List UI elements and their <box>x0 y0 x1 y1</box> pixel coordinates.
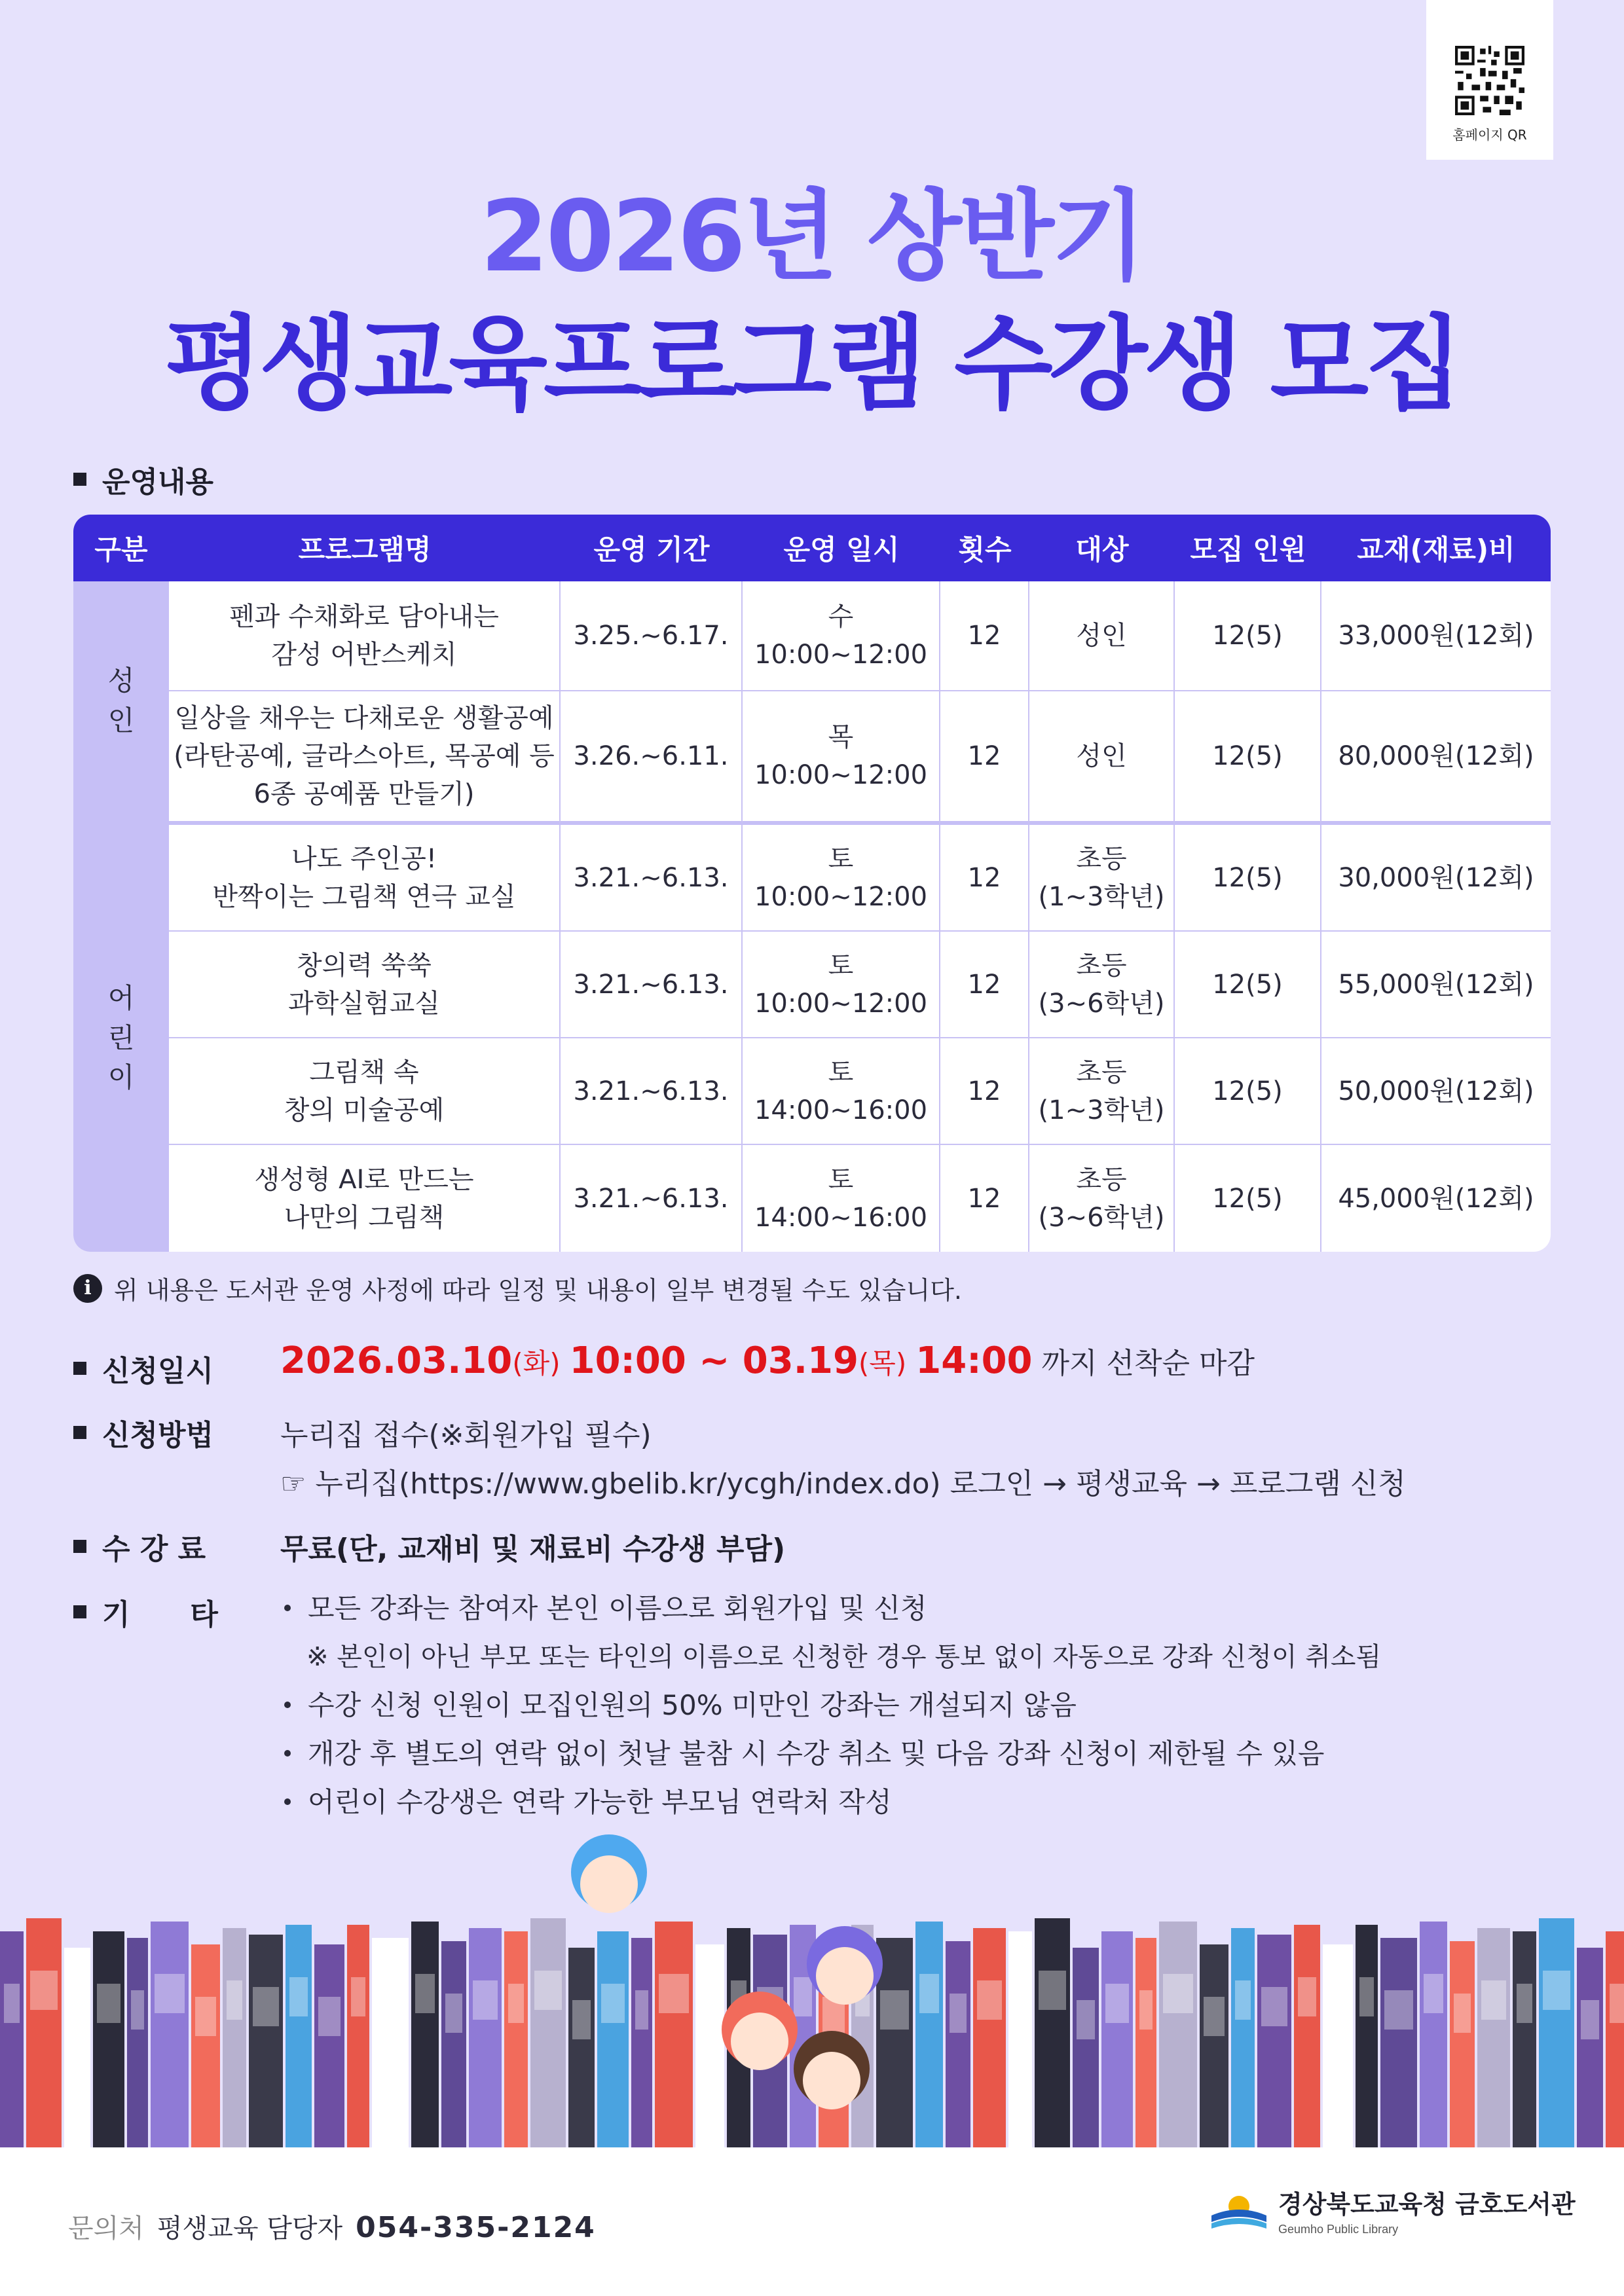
footer <box>0 2147 1624 2296</box>
square-bullet-icon <box>73 473 86 486</box>
list-item <box>280 1778 1381 1827</box>
qr-label: 홈페이지 QR <box>1452 127 1527 143</box>
book-label <box>1039 1971 1066 2010</box>
qr-panel <box>1426 0 1553 160</box>
book-label <box>473 1980 498 2020</box>
book-label <box>1359 1977 1374 2016</box>
operation-heading <box>73 458 213 500</box>
book-label <box>572 2000 591 2039</box>
book-label <box>1543 1971 1570 2010</box>
cell-capacity: 12(5) <box>1175 825 1321 932</box>
book-spine <box>411 1922 439 2147</box>
cell-target: 초등 (3~6학년) <box>1029 1145 1175 1252</box>
book-label <box>699 1997 720 2036</box>
book-spine <box>631 1938 652 2147</box>
book-label <box>253 1987 279 2026</box>
apply-end-day: (목) <box>858 1347 907 1379</box>
bullet-dot-icon <box>284 1750 291 1757</box>
apply-start-day: (화) <box>512 1347 561 1379</box>
cell-time: 토 14:00~16:00 <box>743 1145 940 1252</box>
book-label <box>880 1990 909 2030</box>
book-spine <box>915 1922 943 2147</box>
apply-method-line-1: 누리집 접수(※회원가입 필수) <box>280 1419 652 1452</box>
cell-target: 성인 <box>1029 691 1175 825</box>
book-label <box>1105 1984 1129 2023</box>
cell-target: 초등 (3~6학년) <box>1029 932 1175 1038</box>
fee-value: 무료(단, 교재비 및 재료비 수강생 부담) <box>280 1533 786 1566</box>
library-name: 경상북도교육청 금호도서관 <box>1278 2190 1576 2219</box>
info-icon: i <box>73 1274 102 1303</box>
book-spine <box>1101 1931 1133 2147</box>
square-bullet-icon <box>73 1362 86 1375</box>
library-logo-text <box>1278 2184 1576 2236</box>
book-spine <box>249 1935 283 2147</box>
book-spine <box>695 1944 724 2147</box>
apply-date-label <box>73 1347 213 1389</box>
cell-fee: 55,000원(12회) <box>1321 932 1551 1038</box>
apply-method-label-text: 신청방법 <box>102 1419 214 1452</box>
cell-capacity: 12(5) <box>1175 1038 1321 1145</box>
cell-period: 3.21.~6.13. <box>561 825 743 932</box>
book-spine <box>151 1922 189 2147</box>
cell-count: 12 <box>940 825 1029 932</box>
book-label <box>601 1984 625 2023</box>
cell-count: 12 <box>940 691 1029 825</box>
book-label <box>1384 1990 1413 2030</box>
book-spine <box>946 1941 970 2147</box>
title-line-2: 평생교육프로그램 수강생 모집 <box>164 304 1460 424</box>
etc-item-text: ※ 본인이 아닌 부모 또는 타인의 이름으로 신청한 경우 통보 없이 자동으로 강좌 신청이 취소됨 <box>306 1642 1382 1672</box>
book-label <box>534 1971 562 2010</box>
header-capacity: 모집 인원 <box>1175 515 1321 581</box>
book-label <box>1581 2000 1599 2039</box>
book-spine <box>1380 1938 1417 2147</box>
cell-time: 토 14:00~16:00 <box>743 1038 940 1145</box>
etc-item-text: 모든 강좌는 참여자 본인 이름으로 회원가입 및 신청 <box>308 1592 927 1624</box>
cell-target: 초등 (1~3학년) <box>1029 1038 1175 1145</box>
title-line-1: 2026년 상반기 <box>480 180 1144 294</box>
book-label <box>318 1997 341 2036</box>
apply-date-label-text: 신청일시 <box>102 1355 214 1388</box>
table-row <box>73 691 1551 825</box>
cell-period: 3.21.~6.13. <box>561 1038 743 1145</box>
book-label <box>227 1980 242 2020</box>
fee-label <box>73 1525 206 1567</box>
book-spine <box>286 1925 312 2147</box>
cell-period: 3.21.~6.13. <box>561 932 743 1038</box>
child-face <box>816 1947 874 2005</box>
book-label <box>195 1997 216 2036</box>
etc-item-text: 어린이 수강생은 연락 가능한 부모님 연락처 작성 <box>308 1786 892 1818</box>
table-row <box>73 1038 1551 1145</box>
book-label <box>1077 2000 1095 2039</box>
library-name-en: Geumho Public Library <box>1278 2223 1399 2236</box>
cell-count: 12 <box>940 1145 1029 1252</box>
bullet-dot-icon <box>284 1605 291 1611</box>
list-item <box>280 1584 1381 1633</box>
book-spine <box>655 1922 693 2147</box>
cell-time: 토 10:00~12:00 <box>743 825 940 932</box>
child-face <box>803 2052 860 2109</box>
book-spine <box>26 1918 62 2147</box>
cell-capacity: 12(5) <box>1175 691 1321 825</box>
book-spine <box>1539 1918 1574 2147</box>
header-target: 대상 <box>1029 515 1175 581</box>
cell-count: 12 <box>940 932 1029 1038</box>
book-label <box>1235 1980 1251 2020</box>
cell-name: 그림책 속 창의 미술공예 <box>169 1038 561 1145</box>
notice-text: 위 내용은 도서관 운영 사정에 따라 일정 및 내용이 일부 변경될 수도 있습니다. <box>114 1276 962 1305</box>
book-label <box>635 1990 648 2030</box>
cell-name: 창의력 쑥쑥 과학실험교실 <box>169 932 561 1038</box>
book-label <box>415 1974 435 2013</box>
cell-capacity: 12(5) <box>1175 932 1321 1038</box>
library-logo-icon <box>1208 2187 1270 2234</box>
cell-fee: 33,000원(12회) <box>1321 581 1551 691</box>
qr-code-icon[interactable] <box>1455 46 1524 115</box>
bullet-dot-icon <box>284 1702 291 1708</box>
etc-label <box>73 1591 218 1633</box>
book-label <box>1139 1990 1153 2030</box>
child-face <box>731 2013 788 2070</box>
book-label <box>1163 1974 1193 2013</box>
cell-fee: 30,000원(12회) <box>1321 825 1551 932</box>
fee-label-text: 수 강 료 <box>102 1533 206 1566</box>
apply-date-value <box>280 1339 1255 1382</box>
book-label <box>950 1994 967 2033</box>
book-spine <box>1135 1938 1156 2147</box>
table-header-row <box>73 515 1551 581</box>
book-label <box>30 1971 58 2010</box>
apply-suffix: 까지 선착순 마감 <box>1041 1347 1255 1380</box>
cell-target: 성인 <box>1029 581 1175 691</box>
notice <box>73 1270 962 1306</box>
cell-period: 3.25.~6.17. <box>561 581 743 691</box>
book-spine <box>1200 1944 1228 2147</box>
book-label <box>1610 1984 1624 2023</box>
book-label <box>289 1977 308 2016</box>
apply-range: 10:00 ~ 03.19 <box>569 1339 858 1382</box>
square-bullet-icon <box>73 1540 86 1553</box>
book-spine <box>973 1928 1006 2147</box>
cell-fee: 45,000원(12회) <box>1338 1183 1534 1214</box>
book-spine <box>0 1931 24 2147</box>
book-spine <box>1513 1931 1536 2147</box>
header-fee: 교재(재료)비 <box>1321 515 1551 581</box>
book-spine <box>223 1928 246 2147</box>
book-label <box>1481 1980 1506 2020</box>
book-label <box>376 1990 405 2030</box>
cell-period: 3.26.~6.11. <box>561 691 743 825</box>
book-spine <box>1294 1925 1320 2147</box>
book-spine <box>597 1931 629 2147</box>
book-spine <box>568 1948 595 2147</box>
bookshelf-illustration <box>0 1833 1624 2147</box>
book-spine <box>191 1944 220 2147</box>
cell-period: 3.21.~6.13. <box>561 1145 743 1252</box>
book-label <box>1517 1984 1532 2023</box>
book-label <box>919 1974 939 2013</box>
book-spine <box>1257 1935 1291 2147</box>
cell-time: 토 10:00~12:00 <box>743 932 940 1038</box>
book-label <box>1204 1997 1225 2036</box>
book-spine <box>504 1931 528 2147</box>
book-label <box>508 1984 524 2023</box>
child-face <box>580 1855 638 1913</box>
book-label <box>351 1977 365 2016</box>
header-time: 운영 일시 <box>743 515 940 581</box>
etc-item-text: 개강 후 별도의 연락 없이 첫날 불참 시 수강 취소 및 다음 강좌 신청이 제한될 수 있음 <box>308 1738 1325 1770</box>
cell-time: 수 10:00~12:00 <box>743 581 940 691</box>
book-label <box>1261 1987 1287 2026</box>
book-label <box>1424 1974 1443 2013</box>
book-spine <box>1420 1922 1447 2147</box>
cell-capacity: 12(5) <box>1175 1145 1321 1252</box>
header-category: 구분 <box>73 515 169 581</box>
header-count: 횟수 <box>940 515 1029 581</box>
cell-count: 12 <box>940 1038 1029 1145</box>
book-label <box>1454 1994 1471 2033</box>
book-spine <box>93 1931 124 2147</box>
cell-count: 12 <box>940 581 1029 691</box>
cell-time: 목 10:00~12:00 <box>743 691 940 825</box>
book-spine <box>314 1944 344 2147</box>
table-row <box>73 932 1551 1038</box>
cell-fee: 80,000원(12회) <box>1321 691 1551 825</box>
book-spine <box>441 1941 466 2147</box>
contact-info <box>68 2208 596 2245</box>
book-label <box>97 1984 120 2023</box>
program-table <box>73 515 1551 1252</box>
list-item <box>280 1633 1381 1681</box>
operation-heading-text: 운영내용 <box>102 465 214 499</box>
table-row <box>73 1145 1551 1252</box>
etc-item-text: 수강 신청 인원이 모집인원의 50% 미만인 강좌는 개설되지 않음 <box>308 1689 1077 1721</box>
book-label <box>445 1994 462 2033</box>
square-bullet-icon <box>73 1605 86 1618</box>
book-label <box>659 1974 689 2013</box>
table-row <box>73 581 1551 691</box>
book-spine <box>1035 1918 1070 2147</box>
book-spine <box>127 1938 148 2147</box>
book-spine <box>1606 1931 1624 2147</box>
list-item <box>280 1730 1381 1778</box>
book-spine <box>1577 1948 1603 2147</box>
book-spine <box>1356 1925 1378 2147</box>
book-label <box>794 1977 812 2016</box>
book-spine <box>469 1928 502 2147</box>
apply-method-line-2[interactable]: ☞ 누리집(https://www.gbelib.kr/ycgh/index.do) 로그인 → 평생교육 → 프로그램 신청 <box>280 1467 1406 1501</box>
book-label <box>1327 1997 1349 2036</box>
book-spine <box>1008 1931 1032 2147</box>
cell-name: 나도 주인공! 반짝이는 그림책 연극 교실 <box>169 825 561 932</box>
book-spine <box>1159 1922 1197 2147</box>
apply-method-label <box>73 1412 213 1453</box>
book-label <box>977 1980 1002 2020</box>
book-spine <box>1323 1944 1353 2147</box>
table-row <box>73 825 1551 932</box>
book-label <box>155 1974 185 2013</box>
book-spine <box>64 1948 90 2147</box>
cell-name: 일상을 채우는 다채로운 생활공예 (라탄공예, 글라스아트, 목공예 등 6종 공예품 만들기) <box>169 691 561 825</box>
list-item <box>280 1681 1381 1730</box>
book-spine <box>347 1925 369 2147</box>
cell-target: 초등 (1~3학년) <box>1029 825 1175 932</box>
book-label <box>131 1990 144 2030</box>
etc-list <box>280 1584 1381 1827</box>
book-spine <box>1477 1928 1510 2147</box>
header-program: 프로그램명 <box>169 515 561 581</box>
category-adult: 성 인 <box>73 581 169 825</box>
book-spine <box>1231 1928 1255 2147</box>
book-label <box>68 2000 86 2039</box>
cell-name: 펜과 수채화로 담아내는 감성 어반스케치 <box>169 581 561 691</box>
book-label <box>4 1984 20 2023</box>
header-period: 운영 기간 <box>561 515 743 581</box>
cell-capacity: 12(5) <box>1175 581 1321 691</box>
contact-phone[interactable]: 054-335-2124 <box>356 2211 596 2244</box>
book-spine <box>530 1918 566 2147</box>
cell-name: 생성형 AI로 만드는 나만의 그림책 <box>169 1145 561 1252</box>
contact-key: 문의처 <box>68 2214 144 2244</box>
book-label <box>1012 1984 1028 2023</box>
book-label <box>1298 1977 1316 2016</box>
category-child: 어 린 이 <box>73 825 169 1252</box>
cell-fee: 50,000원(12회) <box>1321 1038 1551 1145</box>
apply-end-time: 14:00 <box>915 1339 1033 1382</box>
apply-start-date: 2026.03.10 <box>280 1339 513 1382</box>
etc-label-text: 기 타 <box>102 1598 218 1631</box>
book-spine <box>372 1938 409 2147</box>
contact-name: 평생교육 담당자 <box>157 2214 343 2244</box>
library-logo <box>1208 2184 1576 2236</box>
bullet-dot-icon <box>284 1798 291 1805</box>
book-spine <box>1073 1948 1099 2147</box>
book-spine <box>1450 1941 1475 2147</box>
square-bullet-icon <box>73 1426 86 1439</box>
